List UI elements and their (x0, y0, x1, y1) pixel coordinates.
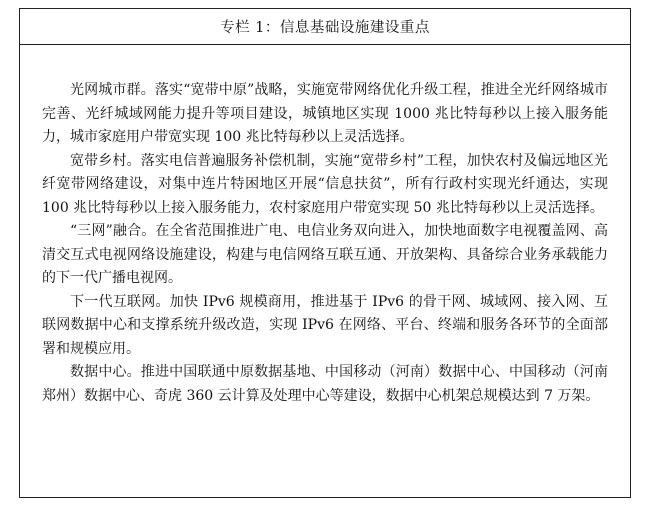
paragraph-three-network: “三网”融合。在全省范围推进广电、电信业务双向进入，加快地面数字电视覆盖网、高清交互式电视网络设施建设，构建与电信网络互联互通、开放架构、具备综合业务承载能力的下一代广播电视网。 (42, 223, 608, 286)
title-row (20, 9, 630, 45)
paragraph-next-gen-internet: 下一代互联网。加快 IPv6 规模商用，推进基于 IPv6 的骨干网、城域网、接入网、互联网数据中心和支撑系统升级改造，实现 IPv6 在网络、平台、终端和服务各环节的全面部署和规模应用。 (42, 293, 608, 357)
feature-box (19, 8, 631, 498)
paragraph-fiber-city: 光网城市群。落实“宽带中原”战略，实施宽带网络优化升级工程，推进全光纤网络城市完善、光纤城域网能力提升等项目建设，城镇地区实现 1000 兆比特每秒以上接入服务能力，城市家庭用户带宽实现 100 兆比特每秒以上灵活选择。 (42, 82, 608, 145)
paragraph-data-center: 数据中心。推进中国联通中原数据基地、中国移动（河南）数据中心、中国移动（河南郑州）数据中心、奇虎 360 云计算及处理中心等建设，数据中心机架总规模达到 7 万架。 (42, 364, 608, 404)
box-content (20, 45, 630, 408)
box-title: 专栏 1：信息基础设施建设重点 (220, 20, 430, 36)
paragraph-broadband-village: 宽带乡村。落实电信普遍服务补偿机制，实施“宽带乡村”工程，加快农村及偏远地区光纤宽带网络建设，对集中连片特困地区开展“信息扶贫”，所有行政村实现光纤通达，实现 100 兆比特每秒以上接入服务能力，农村家庭用户带宽实现 50 兆比特每秒以上灵活选择。 (42, 152, 608, 216)
